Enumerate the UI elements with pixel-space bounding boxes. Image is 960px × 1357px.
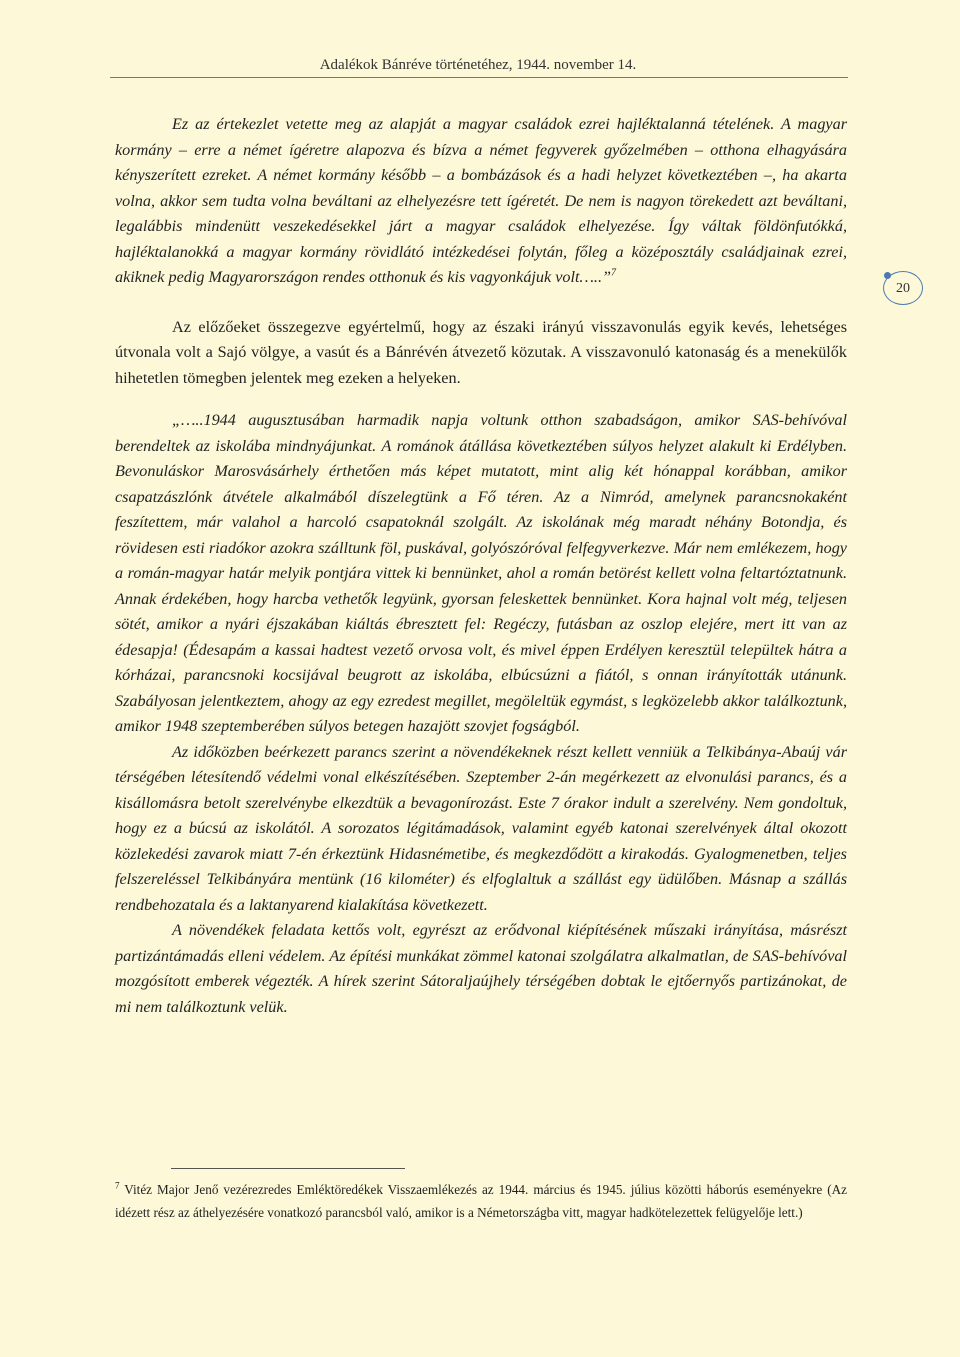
paragraph-1 <box>115 112 847 291</box>
footnote <box>115 1178 847 1224</box>
header-divider <box>110 77 848 78</box>
paragraph-5: A növendékek feladata kettős volt, egyrészt az erődvonal kiépítésének műszaki irányítása, másrészt partizántámadás elleni védelem. Az építési munkákat zömmel katonai szolgálatra alkalmatlan, de SAS-behívóval mozgósított emberek végezték. A hírek szerint Sátoraljaújhely térségében dobtak le ejtőernyős partizánokat, de mi nem találkoztunk velük. <box>115 921 847 1016</box>
footnote-text: Vitéz Major Jenő vezérezredes Emléktöredékek Visszaemlékezés az 1944. március és 1945. július közötti háborús eseményekre (Az idézett rész az áthelyezésére vonatkozó parancsból való, amikor is a Németországba vitt, magyar hadkötelezettek felügyelője lett.) <box>115 1182 847 1220</box>
main-text <box>115 112 847 1020</box>
footnote-reference[interactable]: 7 <box>611 267 617 279</box>
paragraph-4: Az időközben beérkezett parancs szerint a növendékeknek részt kellett venniük a Telkibánya-Abaúj vár térségében létesítendő védelmi vonal elkészítésében. Szeptember 2-án megérkezett az elvonulási parancs, és a kisállomásra betolt szerelvénybe elkezdtük a bevagonírozást. Este 7 órakor indult a szerelvény. Nem gondoltuk, hogy ez a búcsú az iskolától. A sorozatos légitámadások, valamint egyéb katonai szerelvények által okozott közlekedési zavarok miatt 7-én érkeztünk Hidasnémetibe, és megkezdődött a kirakodás. Gyalogmenetben, teljes felszereléssel Telkibányára mentünk (16 kilométer) és elfoglaltuk a szállást egy üdülőben. Másnap a szállás rendbehozatala és a laktanyarend kialakítása következett. <box>115 742 847 914</box>
page-number: 20 <box>883 271 923 305</box>
paragraph-1-text: Ez az értekezlet vetette meg az alapját a magyar családok ezrei hajléktalanná tételének. A magyar kormány – erre a német ígéretre alapozva és bízva a német fegyverek győzelmében – otthona elhagyására kényszerített ezreket. A német kormány később – a bombázások és a hadi helyzet következtében –, ha akarta volna, akkor sem tudta volna beváltani az elhelyezésre tett ígéretét. De nem is nagyon törekedett azt beváltani, legalábbis mindenütt veszekedésekkel járt a magyar családok elhelyezése. Így váltak földönfutókká, hajléktalanokká a magyar kormány rövidlátó intézkedései folytán, főleg a középosztály családjainak ezrei, akiknek pedig Magyarországon rendes otthonuk és kis vagyonkájuk volt…..” <box>115 115 847 286</box>
footnote-divider <box>171 1168 405 1169</box>
paragraph-2: Az előzőeket összegezve egyértelmű, hogy az északi irányú visszavonulás egyik kevés, lehetséges útvonala volt a Sajó völgye, a vasút és a Bánrévén átvezető közutak. A visszavonuló katonaság és a menekülők hihetetlen tömegben jelentek meg ezeken a helyeken. <box>115 317 847 387</box>
paragraph-3: „…..1944 augusztusában harmadik napja voltunk otthon szabadságon, amikor SAS-behívóval berendeltek az iskolába mindnyájunkat. A románok átállása következtében súlyos helyzet alakult ki Erdélyben. Bevonuláskor Marosvásárhely érthetően más képet mutatott, mint alig két hónappal korábban, amikor csapatzászlónk átvétele alkalmából díszelegtünk a Fő téren. Az a Nimród, amelynek parancsnokaként feszítettem, már valahol a harcoló csapatoknál szolgált. Az iskolának még maradt néhány Botondja, és rövidesen esti riadókor azokra szálltunk föl, puskával, golyószóróval felfegyverkezve. Már nem emlékezem, hogy a román-magyar határ melyik pontjára vittek ki bennünket, ahol a román betörést kellett volna feltartóztatnunk. Annak érdekében, hogy harcba vethetők legyünk, gyorsan feleskettek bennünket. Kora hajnal volt még, teljesen sötét, amikor a nyári éjszakában kiáltás ébresztett fel: Regéczy, futásban az oszlop elejére, mert itt van az édesapja! (Édesapám a kassai hadtest vezető orvosa volt, és mivel éppen Erdélyen keresztül települtek hátra a kórházai, parancsnoki kocsijával beugrott az iskolába, elbúcsúzni a fiától, s onnan irányították utánunk. Szabályosan jelentkeztem, ahogy az egy ezredest megillet, megöleltük egymást, s legközelebb akkor találkoztunk, amikor 1948 szeptemberében súlyos betegen hazajött szovjet fogságból. <box>115 411 847 735</box>
running-header: Adalékok Bánréve történetéhez, 1944. november 14. <box>319 57 637 73</box>
footnote-number: 7 <box>115 1180 120 1191</box>
